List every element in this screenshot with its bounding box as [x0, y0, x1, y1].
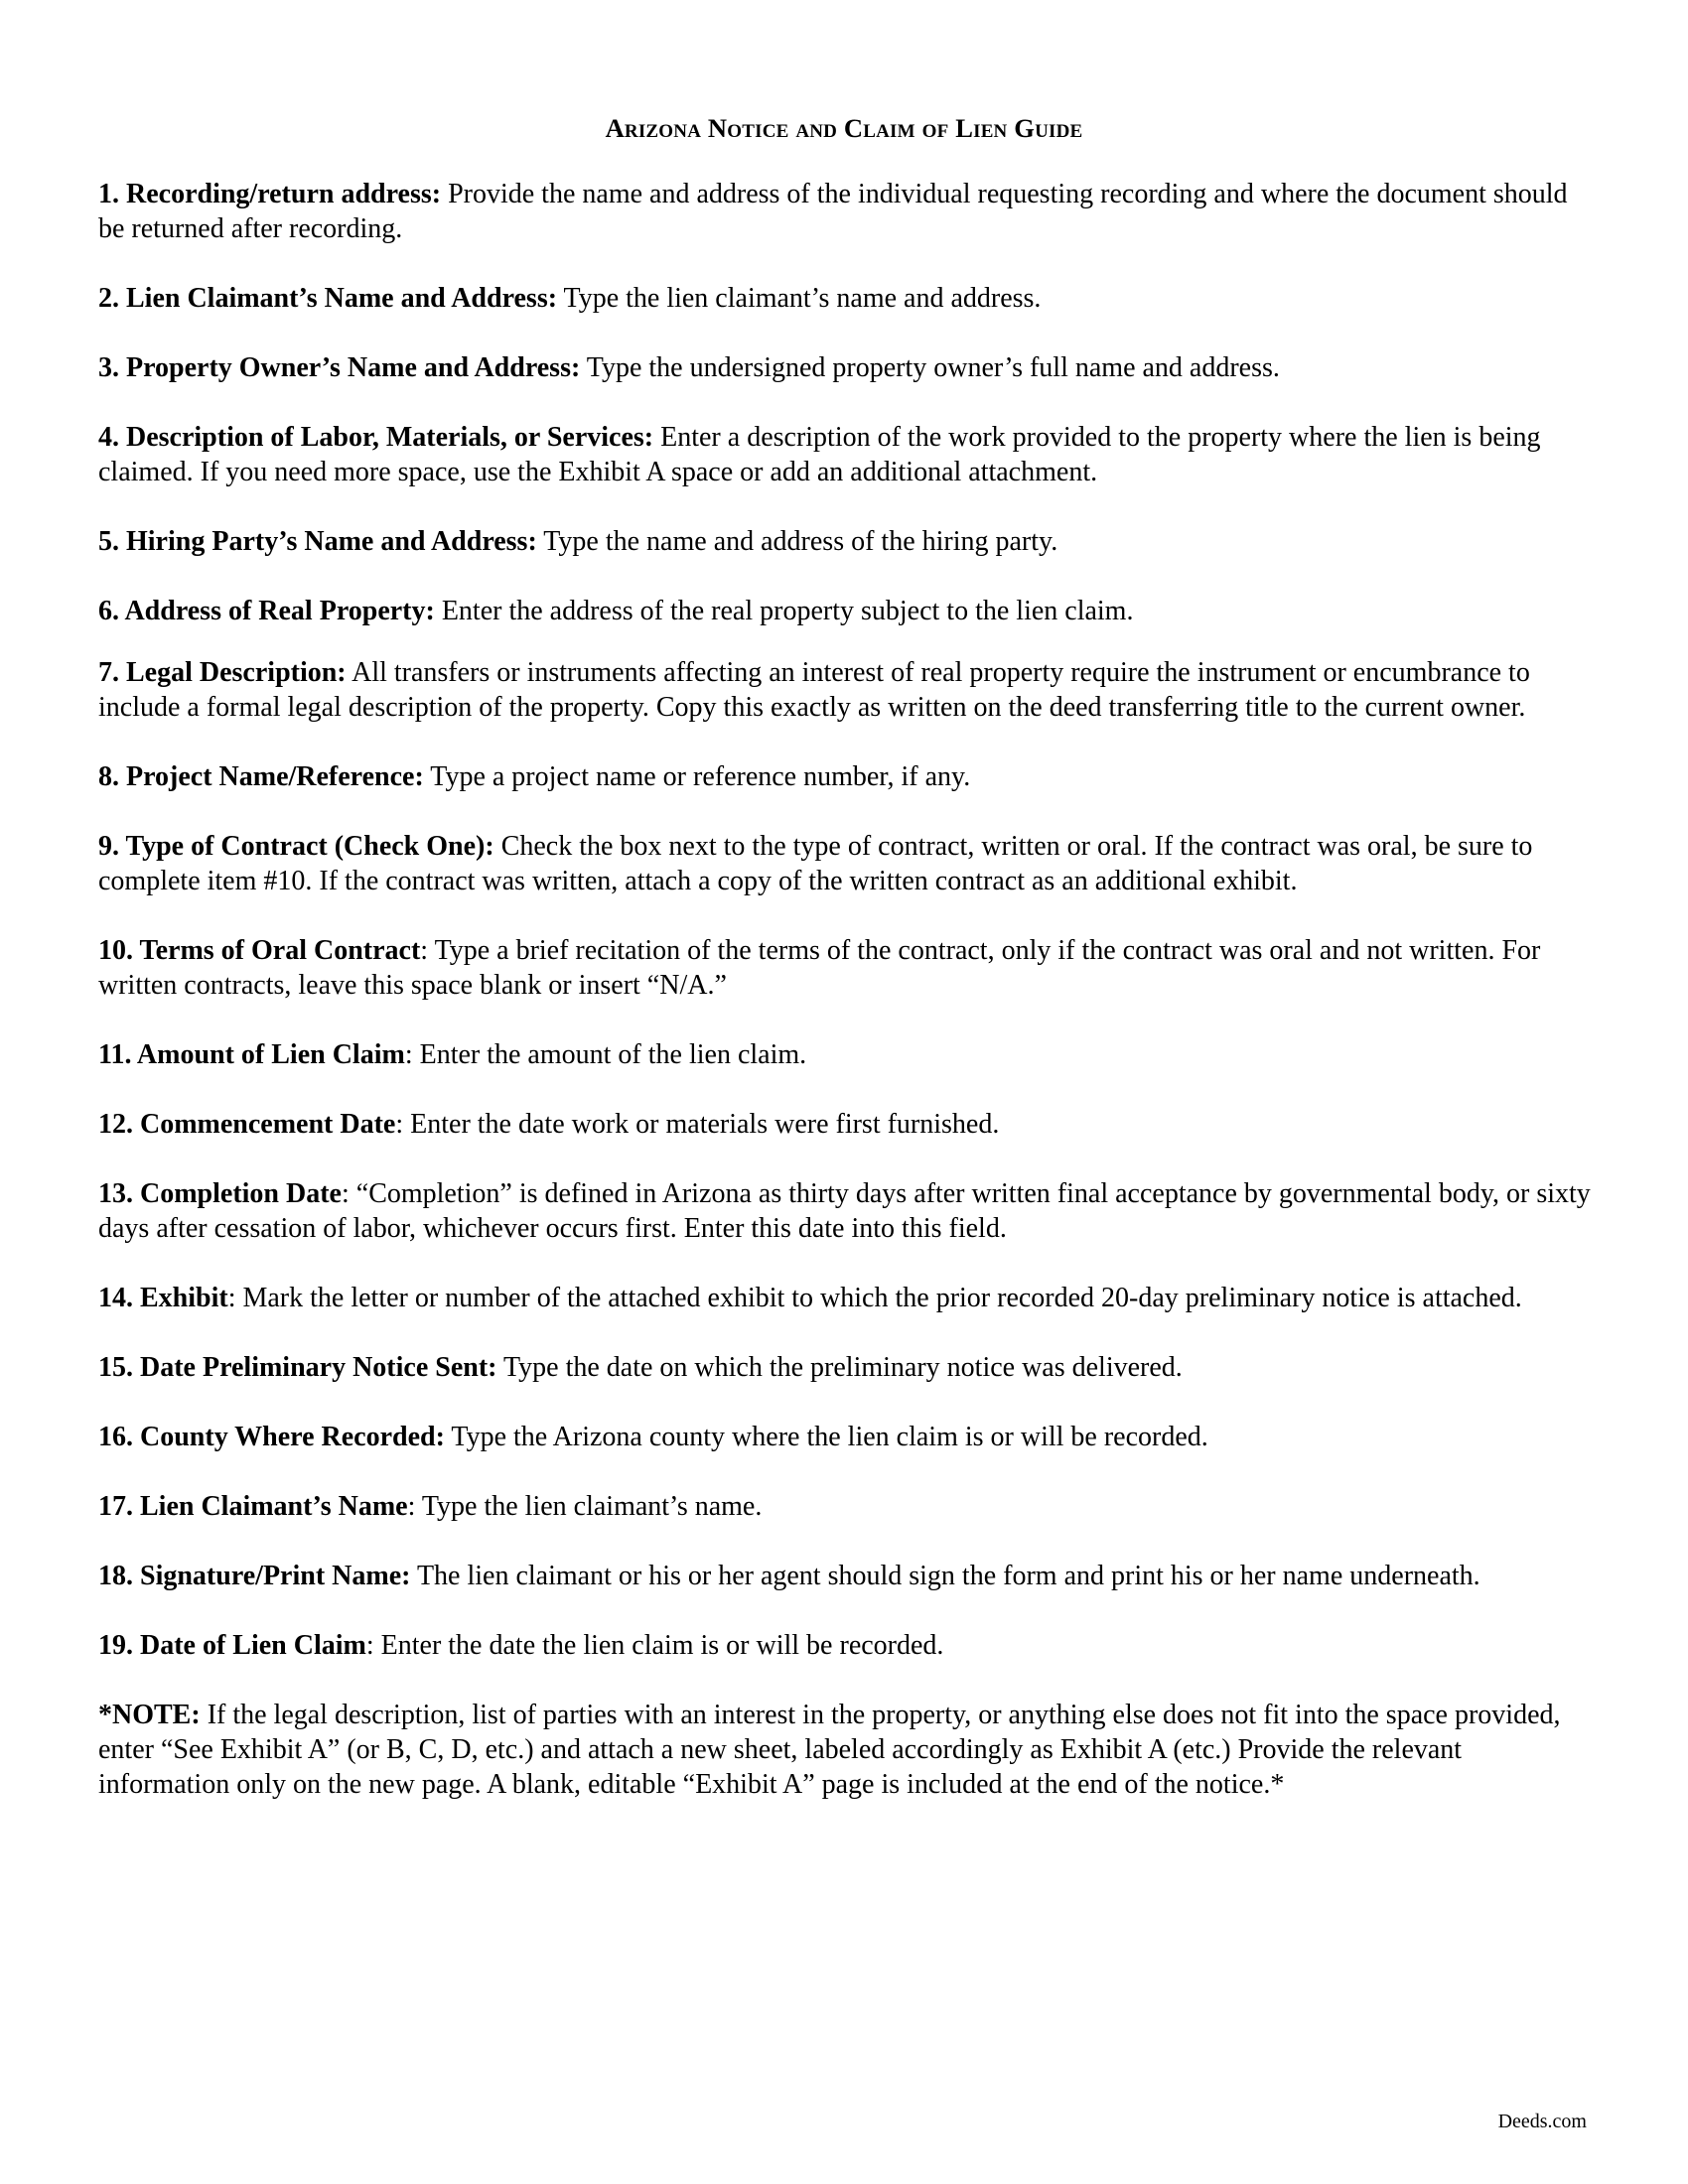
- guide-item-14: [98, 1281, 1598, 1315]
- guide-item-7: [98, 655, 1598, 725]
- item-text: Type a project name or reference number, if any.: [423, 761, 971, 792]
- item-label: 2. Lien Claimant’s Name and Address:: [98, 283, 558, 314]
- document-title: Arizona Notice and Claim of Lien Guide: [605, 113, 1083, 143]
- note-label: *NOTE:: [98, 1700, 201, 1730]
- guide-item-11: [98, 1037, 1598, 1072]
- item-label: 9. Type of Contract (Check One):: [98, 831, 494, 862]
- guide-item-17: [98, 1489, 1598, 1524]
- item-text: All transfers or instruments affecting an interest of real property require the instrument or encumbrance to include a formal legal description of the property. Copy this exactly as written on the deed transferring title to the current owner.: [98, 657, 1530, 723]
- item-label: 19. Date of Lien Claim: [98, 1630, 366, 1661]
- guide-item-15: [98, 1350, 1598, 1385]
- guide-items: [98, 177, 1598, 1830]
- item-label: 5. Hiring Party’s Name and Address:: [98, 526, 537, 557]
- guide-item-2: [98, 281, 1598, 316]
- item-text: : Type a brief recitation of the terms of the contract, only if the contract was oral and not written. For written contracts, leave this space blank or insert “N/A.”: [98, 935, 1541, 1001]
- item-text: Type the undersigned property owner’s full name and address.: [580, 352, 1280, 383]
- guide-item-5: [98, 524, 1598, 559]
- item-label: 8. Project Name/Reference:: [98, 761, 424, 792]
- guide-item-12: [98, 1107, 1598, 1142]
- guide-item-18: [98, 1559, 1598, 1593]
- item-text: Type the lien claimant’s name and address.: [557, 283, 1042, 314]
- guide-item-10: [98, 933, 1598, 1003]
- guide-item-3: [98, 350, 1598, 385]
- item-label: 1. Recording/return address:: [98, 179, 442, 209]
- item-label: 10. Terms of Oral Contract: [98, 935, 421, 966]
- item-text: Type the Arizona county where the lien claim is or will be recorded.: [444, 1422, 1208, 1452]
- item-text: : Enter the amount of the lien claim.: [404, 1039, 807, 1070]
- item-label: 7. Legal Description:: [98, 657, 347, 688]
- item-label: 14. Exhibit: [98, 1283, 228, 1313]
- item-text: Enter a description of the work provided to the property where the lien is being claimed. If you need more space, use the Exhibit A space or add an additional attachment.: [98, 422, 1541, 487]
- item-text: The lien claimant or his or her agent should sign the form and print his or her name underneath.: [410, 1561, 1480, 1591]
- item-text: Check the box next to the type of contract, written or oral. If the contract was oral, be sure to complete item #10. If the contract was written, attach a copy of the written contract as an additional exhibit.: [98, 831, 1533, 896]
- item-label: 3. Property Owner’s Name and Address:: [98, 352, 581, 383]
- guide-item-9: [98, 829, 1598, 898]
- item-text: : Enter the date the lien claim is or will be recorded.: [365, 1630, 944, 1661]
- item-label: 4. Description of Labor, Materials, or Services:: [98, 422, 654, 453]
- footer-brand: Deeds.com: [1497, 2111, 1587, 2132]
- guide-item-19: [98, 1628, 1598, 1663]
- item-text: : Enter the date work or materials were first furnished.: [395, 1109, 1000, 1140]
- item-text: Enter the address of the real property subject to the lien claim.: [434, 596, 1134, 626]
- item-text: Type the name and address of the hiring party.: [536, 526, 1058, 557]
- item-label: 17. Lien Claimant’s Name: [98, 1491, 408, 1522]
- item-label: 6. Address of Real Property:: [98, 596, 435, 626]
- guide-item-16: [98, 1420, 1598, 1454]
- note-text: If the legal description, list of parties with an interest in the property, or anything else does not fit into the space provided, enter “See Exhibit A” (or B, C, D, etc.) and attach a new sheet, labeled accordingly as Exhibit A (etc.) Provide the relevant information only on the new page. A blank, editable “Exhibit A” page is included at the end of the notice.*: [98, 1700, 1561, 1800]
- exhibit-note: [98, 1698, 1598, 1802]
- guide-item-6: [98, 594, 1598, 628]
- item-text: : “Completion” is defined in Arizona as thirty days after written final acceptance by governmental body, or sixty days after cessation of labor, whichever occurs first. Enter this date into this field.: [98, 1178, 1591, 1244]
- guide-item-1: [98, 177, 1598, 246]
- item-text: : Mark the letter or number of the attached exhibit to which the prior recorded 20-day preliminary notice is attached.: [227, 1283, 1522, 1313]
- guide-item-8: [98, 759, 1598, 794]
- item-text: Type the date on which the preliminary notice was delivered.: [496, 1352, 1183, 1383]
- item-label: 13. Completion Date: [98, 1178, 342, 1209]
- item-label: 12. Commencement Date: [98, 1109, 396, 1140]
- item-text: : Type the lien claimant’s name.: [407, 1491, 763, 1522]
- guide-item-13: [98, 1176, 1598, 1246]
- item-label: 18. Signature/Print Name:: [98, 1561, 411, 1591]
- item-label: 16. County Where Recorded:: [98, 1422, 445, 1452]
- item-text: Provide the name and address of the individual requesting recording and where the document should be returned after recording.: [98, 179, 1568, 244]
- guide-item-4: [98, 420, 1598, 489]
- item-label: 15. Date Preliminary Notice Sent:: [98, 1352, 497, 1383]
- item-label: 11. Amount of Lien Claim: [98, 1039, 405, 1070]
